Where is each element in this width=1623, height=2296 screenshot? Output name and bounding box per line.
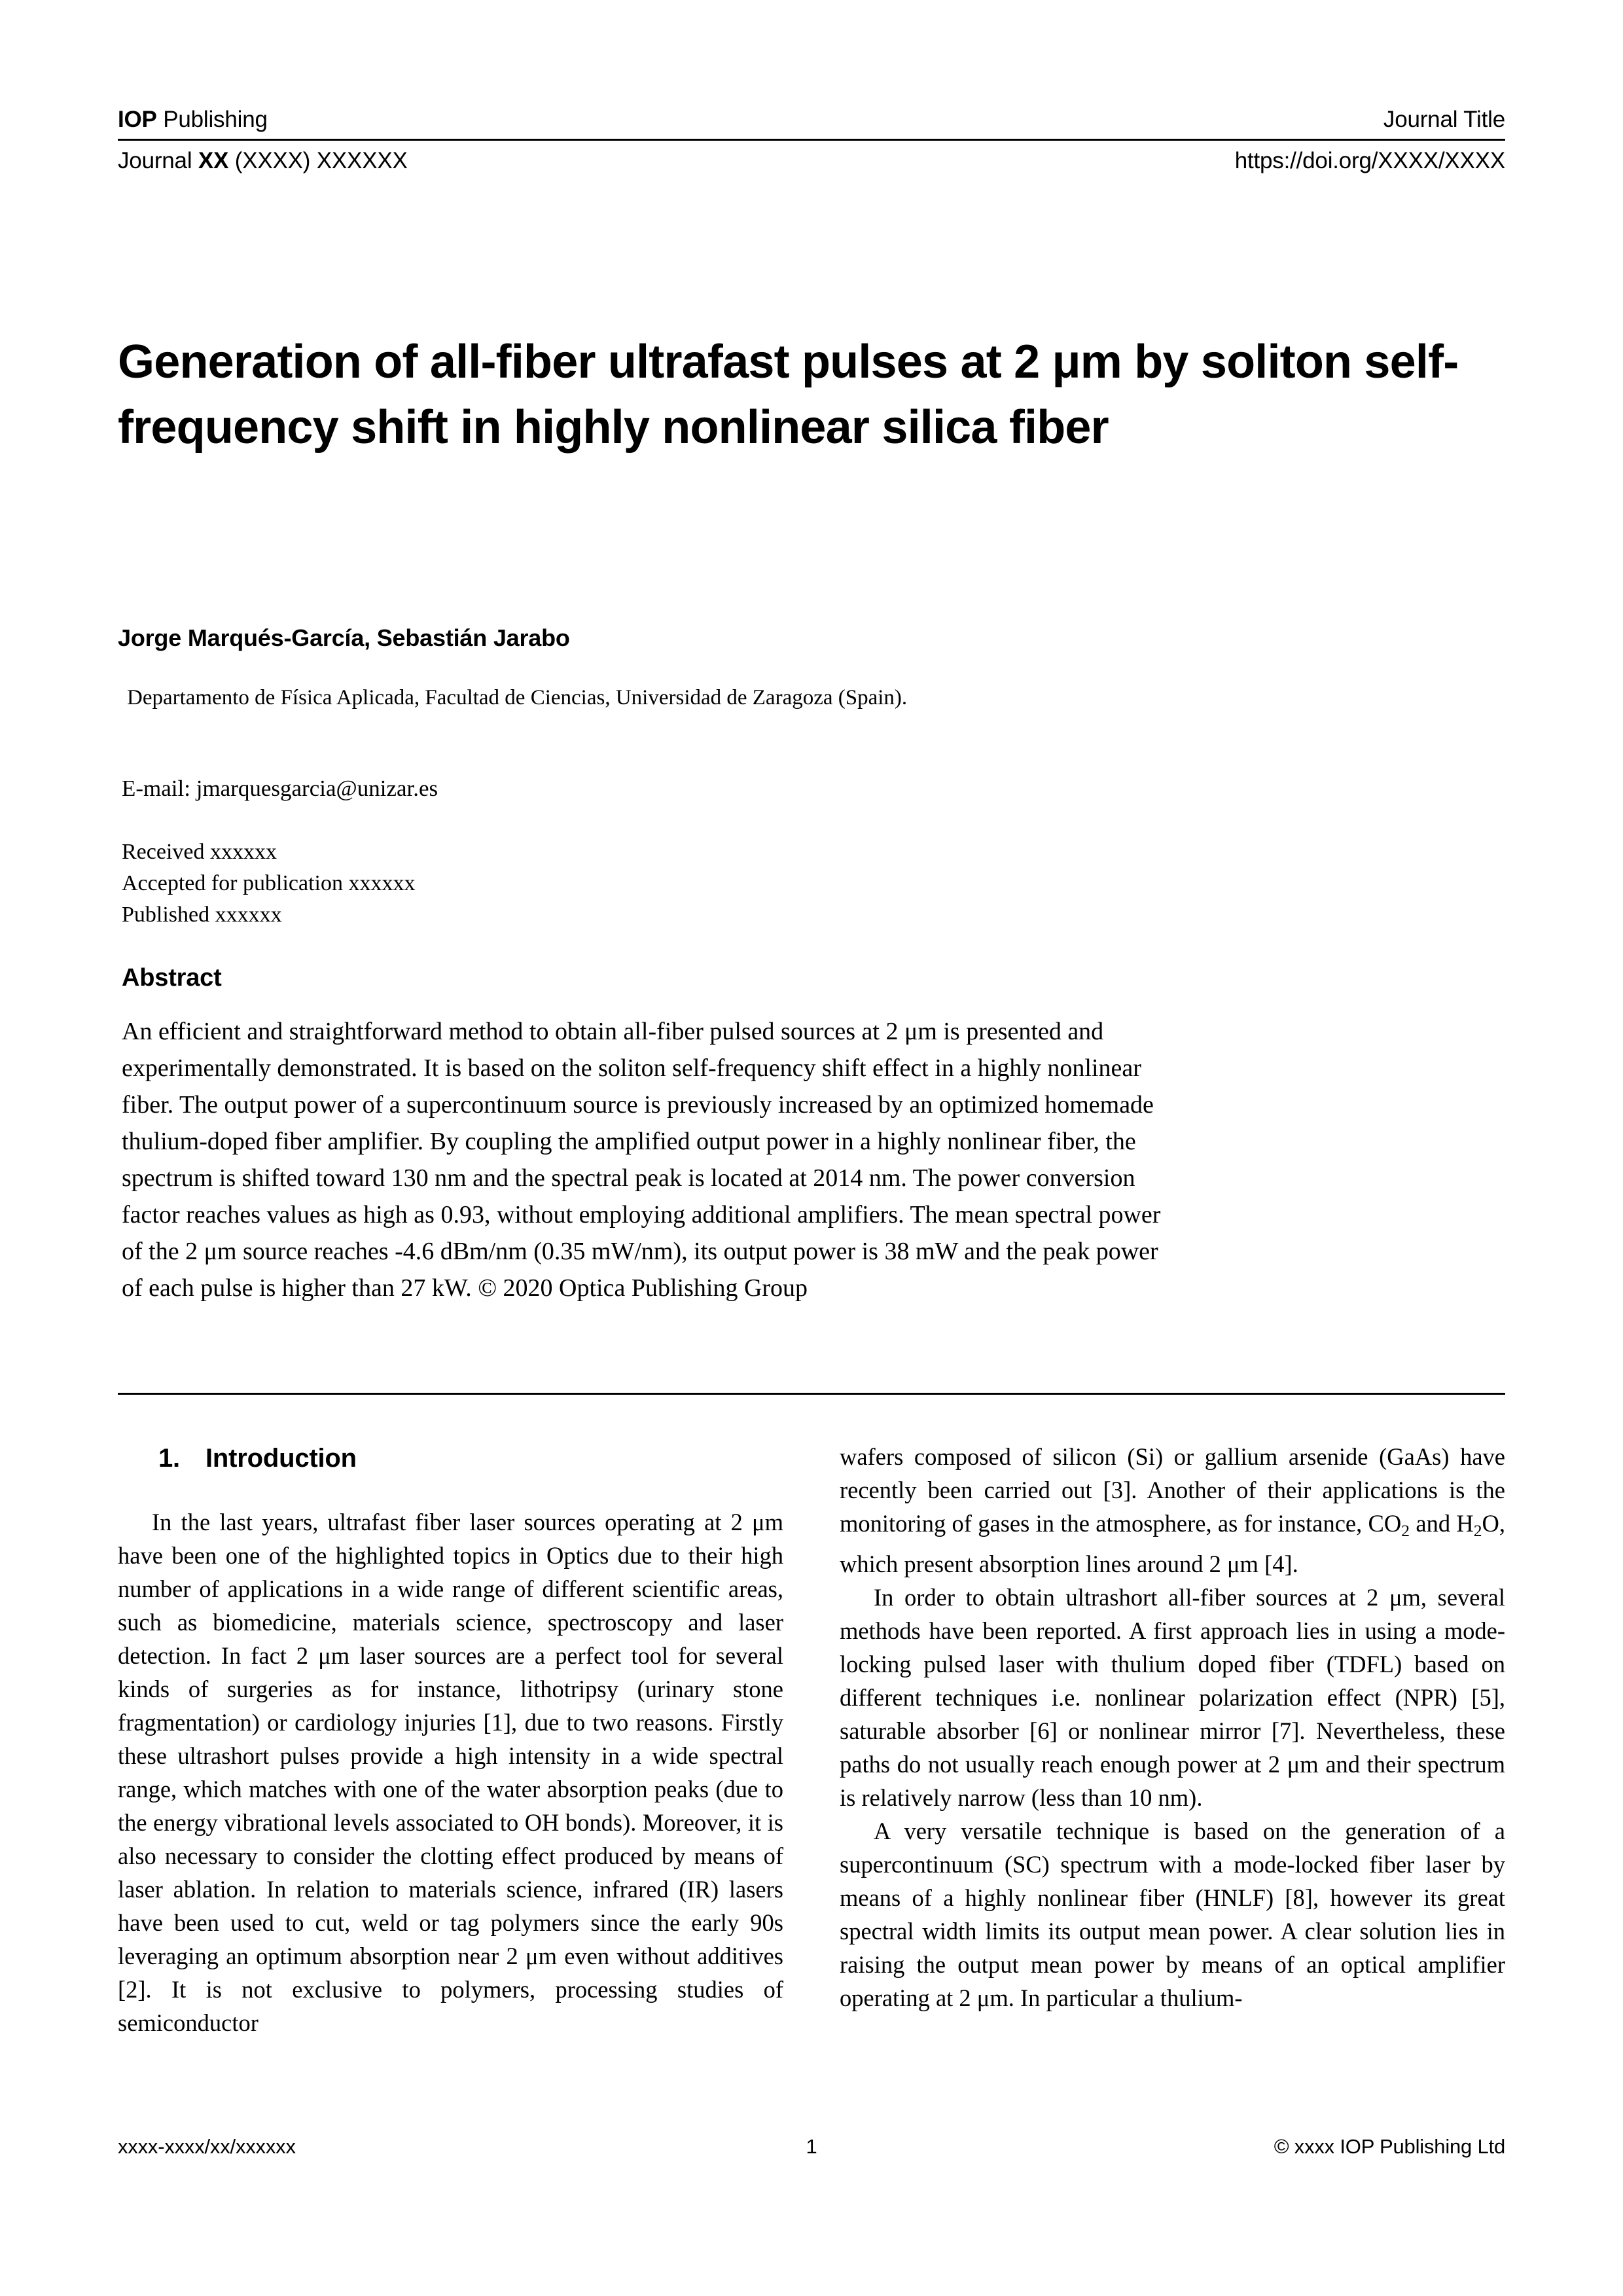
- journal-reference: [118, 145, 408, 177]
- publisher-rest-label: Publishing: [156, 107, 268, 132]
- journal-ref-volume-label: XX: [198, 148, 229, 173]
- running-head-top-row: [118, 103, 1505, 136]
- page-title: Generation of all-fiber ultrafast pulses at 2 μm by soliton self-frequency shift in highly nonlinear silica fiber: [118, 336, 1459, 454]
- running-head-divider: [118, 139, 1505, 141]
- published-date: Published xxxxxx: [122, 903, 282, 927]
- column-right: [840, 1440, 1505, 2039]
- abstract-text: An efficient and straightforward method to obtain all-fiber pulsed sources at 2 μm is presented and experimentally demonstrated. It is based on the soliton self-frequency shift effect in a highly nonlinear fiber. The output power of a supercontinuum source is previously increased by an optimized homemade thulium-doped fiber amplifier. By coupling the amplified output power in a highly nonlinear fiber, the spectrum is shifted toward 130 nm and the spectral peak is located at 2014 nm. The power conversion factor reaches values as high as 0.93, without employing additional amplifiers. The mean spectral power of the 2 μm source reaches -4.6 dBm/nm (0.35 mW/nm), its output power is 38 mW and the peak power of each pulse is higher than 27 kW. © 2020 Optica Publishing Group: [122, 1018, 1161, 1302]
- body-columns: [118, 1440, 1505, 2039]
- paragraph-part: and H: [1410, 1510, 1474, 1537]
- footer-issn: xxxx-xxxx/xx/xxxxxx: [118, 2135, 296, 2158]
- page-footer: [118, 2135, 1505, 2159]
- section-title-label: Introduction: [205, 1444, 357, 1473]
- paragraph: In the last years, ultrafast fiber laser sources operating at 2 μm have been one of the highlighted topics in Optics due to their high number of applications in a wide range of different scientific areas, such as biomedicine, materials science, spectroscopy and laser detection. In fact 2 μm laser sources are a perfect tool for several kinds of surgeries as for instance, lithotripsy (urinary stone fragmentation) or cardiology injuries [1], due to two reasons. Firstly these ultrashort pulses provide a high intensity in a wide spectral range, which matches with one of the water absorption peaks (due to the energy vibrational levels associated to OH bonds). Moreover, it is also necessary to consider the clotting effect produced by means of laser ablation. In relation to materials science, infrared (IR) lasers have been used to cut, weld or tag polymers since the early 90s leveraging an optimum absorption near 2 μm even without additives [2]. It is not exclusive to polymers, processing studies of semiconductor: [118, 1509, 783, 2036]
- subscript-h2o: 2: [1473, 1521, 1482, 1541]
- publisher-bold-label: IOP: [118, 107, 157, 132]
- author-list: Jorge Marqués-García, Sebastián Jarabo: [118, 624, 570, 651]
- contact-email[interactable]: E-mail: jmarquesgarcia@unizar.es: [122, 776, 438, 801]
- paragraph: [840, 1440, 1505, 1581]
- subscript-co2: 2: [1401, 1521, 1410, 1541]
- running-head-bottom-row: [118, 145, 1505, 177]
- paragraph-part: wafers composed of silicon (Si) or gallium arsenide (GaAs) have recently been carried out [3]. Another of their applications is the monitoring of gases in the atmosphere, as for instance, CO: [840, 1443, 1505, 1537]
- paragraph: In order to obtain ultrashort all-fiber sources at 2 μm, several methods have been reported. A first approach lies in using a mode-locking pulsed laser with thulium doped fiber (TDFL) based on different techniques i.e. nonlinear polarization effect (NPR) [5], saturable absorber [6] or nonlinear mirror [7]. Nevertheless, these paths do not usually reach enough power at 2 μm and their spectrum is relatively narrow (less than 10 nm).: [840, 1584, 1505, 1812]
- running-head: [118, 103, 1505, 177]
- abstract-heading: Abstract: [122, 964, 222, 992]
- paragraph-part: O, which present absorption lines around 2 μm [4].: [840, 1510, 1506, 1578]
- received-date: Received xxxxxx: [122, 840, 277, 864]
- column-left: [118, 1440, 783, 2039]
- section-heading-introduction: [118, 1440, 783, 1477]
- doi-link[interactable]: https://doi.org/XXXX/XXXX: [1234, 148, 1505, 173]
- journal-title-label: Journal Title: [1383, 107, 1505, 132]
- section-number: 1.: [158, 1444, 180, 1473]
- publication-dates: [122, 836, 415, 931]
- paragraph: A very versatile technique is based on the generation of a supercontinuum (SC) spectrum with a mode-locked fiber laser by means of a highly nonlinear fiber (HNLF) [8], however its great spectral width limits its output mean power. A clear solution lies in raising the output mean power by means of an optical amplifier operating at 2 μm. In particular a thulium-: [840, 1818, 1505, 2012]
- affiliation: Departamento de Física Aplicada, Facultad de Ciencias, Universidad de Zaragoza (Spain).: [127, 686, 908, 709]
- section-divider: [118, 1393, 1505, 1395]
- journal-ref-pre-label: Journal: [118, 148, 198, 173]
- journal-ref-post-label: (XXXX) XXXXXX: [228, 148, 408, 173]
- footer-copyright: © xxxx IOP Publishing Ltd: [1274, 2135, 1505, 2158]
- accepted-date: Accepted for publication xxxxxx: [122, 871, 416, 895]
- page-number: 1: [806, 2135, 817, 2158]
- publisher-name: [118, 103, 268, 136]
